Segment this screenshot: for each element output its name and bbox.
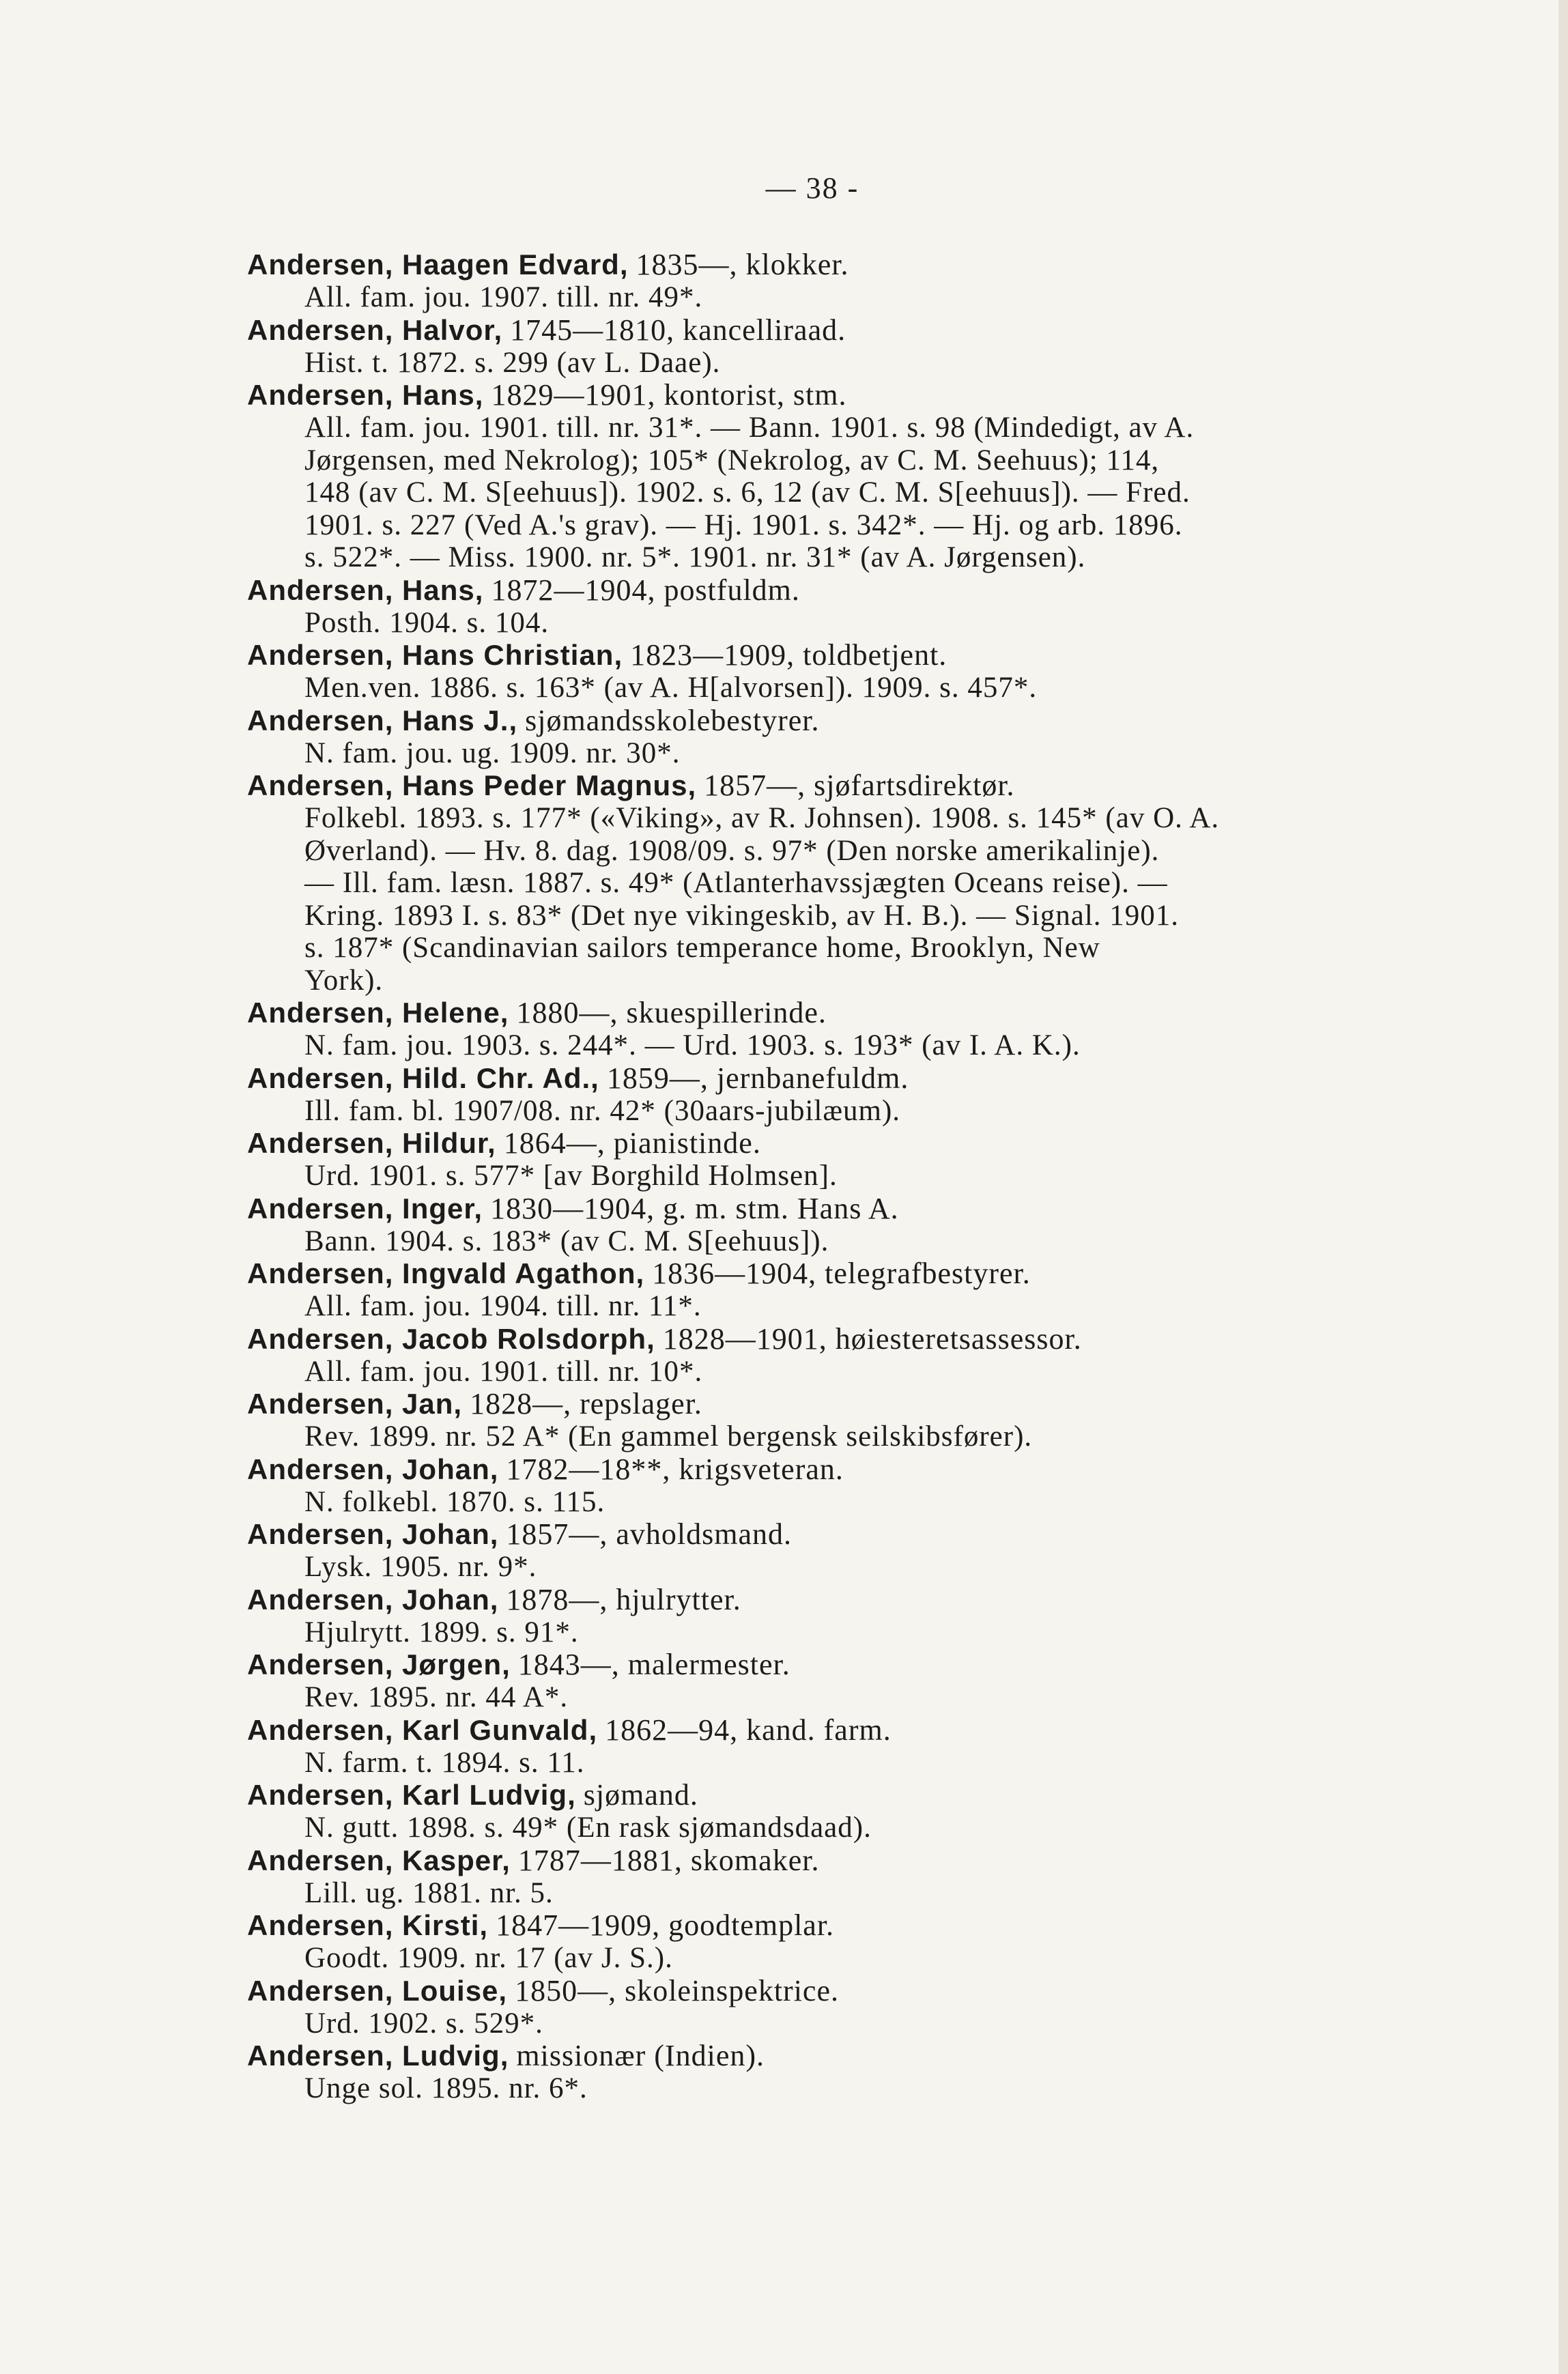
person-name: Andersen, Kirsti, <box>247 1909 489 1941</box>
person-description: 1843—, malermester. <box>517 1648 790 1681</box>
entry-heading <box>247 1062 1312 1095</box>
person-description: 1828—1901, høiesteretsassessor. <box>662 1321 1082 1356</box>
person-description: 1859—, jernbanefuldm. <box>606 1061 909 1095</box>
entry-heading <box>247 997 1312 1029</box>
person-name: Andersen, Hild. Chr. Ad., <box>247 1061 599 1094</box>
person-description: 1878—, hjulrytter. <box>506 1582 741 1616</box>
person-name: Andersen, Helene, <box>247 997 509 1029</box>
person-description: 1782—18**, krigsveteran. <box>506 1452 844 1486</box>
reference-line: Urd. 1901. s. 577* [av Borghild Holmsen]. <box>304 1160 838 1192</box>
person-name: Andersen, Hildur, <box>247 1127 496 1159</box>
person-description: 1880—, skuespillerinde. <box>516 996 827 1029</box>
person-name: Andersen, Hans, <box>247 573 484 606</box>
biography-entry <box>247 1192 1312 1258</box>
entry-heading <box>247 1975 1312 2007</box>
person-description: missionær (Indien). <box>516 2039 765 2072</box>
person-name: Andersen, Johan, <box>247 1453 499 1485</box>
biography-entry <box>247 1127 1312 1192</box>
person-name: Andersen, Ludvig, <box>247 2040 509 2072</box>
person-description: sjømand. <box>583 1778 698 1812</box>
biography-entry <box>247 1388 1312 1453</box>
biography-entry <box>247 639 1312 704</box>
biography-entry <box>247 1257 1312 1323</box>
person-description: 1862—94, kand. farm. <box>605 1713 892 1747</box>
reference-line: Hist. t. 1872. s. 299 (av L. Daae). <box>304 346 721 379</box>
page-number: — 38 - <box>765 171 859 205</box>
entry-heading <box>247 769 1312 802</box>
reference-line: Men.ven. 1886. s. 163* (av A. H[alvorsen]). 1909. s. 457*. <box>304 672 1038 704</box>
entry-heading <box>247 1127 1312 1160</box>
person-name: Andersen, Hans Peder Magnus, <box>247 769 697 801</box>
reference-line: 148 (av C. M. S[eehuus]). 1902. s. 6, 12 (av C. M. S[eehuus]). — Fred. <box>304 476 1191 509</box>
person-name: Andersen, Halvor, <box>247 313 503 346</box>
reference-line: N. fam. jou. ug. 1909. nr. 30*. <box>304 736 681 769</box>
reference-line: 1901. s. 227 (Ved A.'s grav). — Hj. 1901. s. 342*. — Hj. og arb. 1896. <box>304 509 1183 541</box>
biography-entry <box>247 248 1312 314</box>
biography-entry <box>247 769 1312 997</box>
reference-line: Jørgensen, med Nekrolog); 105* (Nekrolog, av C. M. Seehuus); 114, <box>304 444 1160 476</box>
biography-entry <box>247 1323 1312 1388</box>
reference-line: Lill. ug. 1881. nr. 5. <box>304 1876 554 1909</box>
biography-entry <box>247 1062 1312 1128</box>
reference-line: Hjulrytt. 1899. s. 91*. <box>304 1616 579 1648</box>
biography-entry <box>247 314 1312 380</box>
person-name: Andersen, Johan, <box>247 1583 499 1616</box>
person-description: 1829—1901, kontorist, stm. <box>491 378 847 412</box>
entry-heading <box>247 2040 1312 2072</box>
biography-entry <box>247 1518 1312 1584</box>
entry-heading <box>247 1518 1312 1551</box>
entry-heading <box>247 1388 1312 1420</box>
entry-heading <box>247 248 1312 281</box>
reference-line: Folkebl. 1893. s. 177* («Viking», av R. Johnsen). 1908. s. 145* (av O. A. <box>304 802 1220 834</box>
biography-entry <box>247 704 1312 770</box>
biography-entry <box>247 1975 1312 2040</box>
person-name: Andersen, Hans, <box>247 379 484 411</box>
reference-line: N. gutt. 1898. s. 49* (En rask sjømandsdaad). <box>304 1812 872 1844</box>
biography-entry <box>247 574 1312 640</box>
reference-line: Rev. 1895. nr. 44 A*. <box>304 1681 569 1713</box>
reference-line: Posth. 1904. s. 104. <box>304 606 550 639</box>
reference-line: Øverland). — Hv. 8. dag. 1908/09. s. 97* (Den norske amerikalinje). <box>304 834 1160 867</box>
person-description: 1835—, klokker. <box>636 248 849 281</box>
reference-line: N. folkebl. 1870. s. 115. <box>304 1485 605 1518</box>
reference-line: s. 522*. — Miss. 1900. nr. 5*. 1901. nr. 31* (av A. Jørgensen). <box>304 541 1086 573</box>
entry-heading <box>247 1323 1312 1356</box>
person-description: 1823—1909, toldbetjent. <box>630 638 947 672</box>
reference-line: York). <box>304 964 384 997</box>
person-description: 1864—, pianistinde. <box>503 1126 761 1160</box>
person-name: Andersen, Hans J., <box>247 704 518 736</box>
person-name: Andersen, Ingvald Agathon, <box>247 1257 645 1289</box>
reference-line: Goodt. 1909. nr. 17 (av J. S.). <box>304 1942 673 1974</box>
person-name: Andersen, Hans Christian, <box>247 639 623 671</box>
person-description: 1850—, skoleinspektrice. <box>515 1973 839 2007</box>
reference-line: — Ill. fam. læsn. 1887. s. 49* (Atlanterhavssjægten Oceans reise). — <box>304 867 1168 899</box>
reference-line: All. fam. jou. 1904. till. nr. 11*. <box>304 1290 702 1322</box>
entry-heading <box>247 1192 1312 1225</box>
entry-heading <box>247 1584 1312 1616</box>
biography-entry <box>247 379 1312 574</box>
person-name: Andersen, Karl Ludvig, <box>247 1779 576 1811</box>
person-description: 1857—, sjøfartsdirektør. <box>704 769 1015 802</box>
person-description: 1847—1909, goodtemplar. <box>496 1908 835 1942</box>
person-description: 1787—1881, skomaker. <box>517 1843 820 1877</box>
person-name: Andersen, Louise, <box>247 1974 508 2007</box>
person-description: 1830—1904, g. m. stm. Hans A. <box>490 1191 899 1225</box>
entry-heading <box>247 1844 1312 1877</box>
reference-line: All. fam. jou. 1901. till. nr. 10*. <box>304 1355 703 1388</box>
reference-line: s. 187* (Scandinavian sailors temperance home, Brooklyn, New <box>304 932 1100 964</box>
reference-line: Urd. 1902. s. 529*. <box>304 2007 543 2040</box>
person-name: Andersen, Karl Gunvald, <box>247 1713 598 1746</box>
entry-heading <box>247 314 1312 347</box>
person-description: 1857—, avholdsmand. <box>506 1517 793 1551</box>
biography-entry <box>247 1909 1312 1975</box>
entry-heading <box>247 1909 1312 1942</box>
reference-line: Rev. 1899. nr. 52 A* (En gammel bergensk seilskibsfører). <box>304 1420 1033 1453</box>
entry-heading <box>247 1648 1312 1681</box>
person-description: 1828—, repslager. <box>470 1387 702 1420</box>
biography-entry <box>247 1648 1312 1714</box>
person-name: Andersen, Jan, <box>247 1388 463 1420</box>
entry-heading <box>247 1714 1312 1747</box>
reference-line: Unge sol. 1895. nr. 6*. <box>304 2072 588 2104</box>
biography-entry <box>247 1844 1312 1910</box>
reference-line: Bann. 1904. s. 183* (av C. M. S[eehuus]). <box>304 1225 829 1257</box>
reference-line: N. farm. t. 1894. s. 11. <box>304 1746 585 1779</box>
person-name: Andersen, Jacob Rolsdorph, <box>247 1322 655 1355</box>
person-description: 1872—1904, postfuldm. <box>491 573 800 607</box>
person-description: 1745—1810, kancelliraad. <box>510 313 846 347</box>
entry-heading <box>247 1779 1312 1812</box>
reference-line: All. fam. jou. 1907. till. nr. 49*. <box>304 281 703 313</box>
entry-heading <box>247 704 1312 737</box>
person-name: Andersen, Jørgen, <box>247 1648 511 1681</box>
entry-heading <box>247 574 1312 607</box>
reference-line: All. fam. jou. 1901. till. nr. 31*. — Bann. 1901. s. 98 (Mindedigt, av A. <box>304 412 1195 444</box>
entry-heading <box>247 639 1312 672</box>
reference-line: Lysk. 1905. nr. 9*. <box>304 1551 537 1583</box>
biography-entry <box>247 1714 1312 1779</box>
biography-entry <box>247 1779 1312 1844</box>
reference-line: Ill. fam. bl. 1907/08. nr. 42* (30aars-jubilæum). <box>304 1094 901 1127</box>
biography-entry <box>247 1453 1312 1519</box>
person-name: Andersen, Johan, <box>247 1518 499 1550</box>
biography-entry <box>247 1584 1312 1649</box>
person-name: Andersen, Inger, <box>247 1192 483 1225</box>
biography-entry <box>247 997 1312 1062</box>
biography-entry <box>247 2040 1312 2105</box>
entry-heading <box>247 379 1312 412</box>
reference-line: Kring. 1893 I. s. 83* (Det nye vikingeskib, av H. B.). — Signal. 1901. <box>304 899 1180 932</box>
entry-list <box>247 248 1312 2105</box>
person-description: sjømandsskolebestyrer. <box>525 703 820 737</box>
person-description: 1836—1904, telegrafbestyrer. <box>652 1257 1031 1290</box>
reference-line: N. fam. jou. 1903. s. 244*. — Urd. 1903. s. 193* (av I. A. K.). <box>304 1029 1081 1061</box>
entry-heading <box>247 1257 1312 1290</box>
entry-heading <box>247 1453 1312 1486</box>
person-name: Andersen, Haagen Edvard, <box>247 248 629 281</box>
person-name: Andersen, Kasper, <box>247 1844 511 1876</box>
